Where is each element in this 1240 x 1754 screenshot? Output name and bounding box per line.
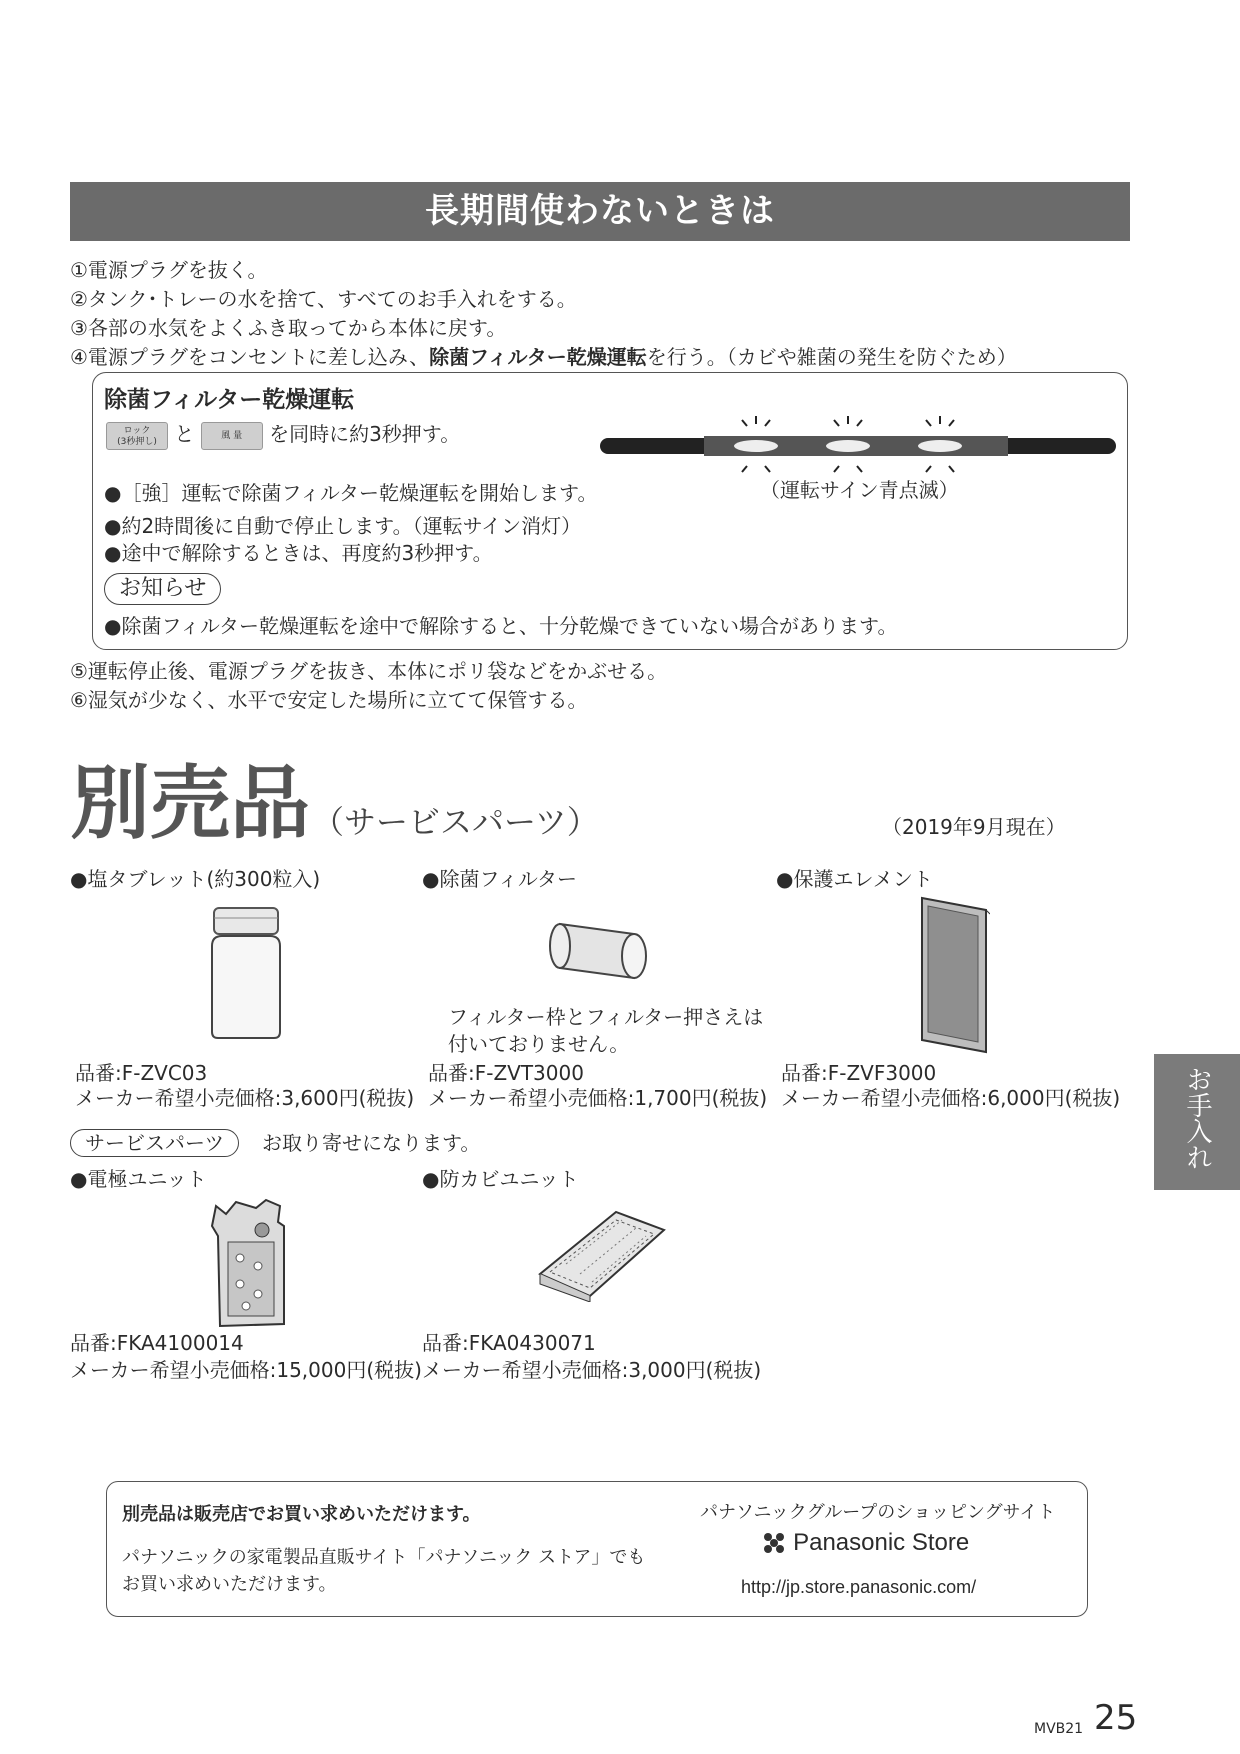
lock-key-label: ロック	[123, 425, 151, 436]
item-name-salt-tablet: ●塩タブレット(約300粒入)	[70, 867, 321, 891]
item-price-antimold: メーカー希望小売価格:3,000円(税抜)	[422, 1358, 762, 1382]
fan-speed-key-button	[201, 422, 263, 450]
item-name-antimold: ●防カビユニット	[422, 1167, 579, 1191]
step-1: ①電源プラグを抜く。	[70, 258, 268, 282]
step-4-pre: ④電源プラグをコンセントに差し込み、	[70, 345, 430, 369]
side-tab	[1154, 1054, 1240, 1190]
service-parts-label: サービスパーツ	[70, 1129, 239, 1157]
side-tab-label: お手入れ	[1182, 1066, 1212, 1170]
lock-key-sublabel: (3秒押し)	[117, 436, 157, 447]
item-name-filter: ●除菌フィルター	[422, 867, 578, 891]
filter-note-1: フィルター枠とフィルター押さえは	[448, 1005, 764, 1029]
item-price-filter: メーカー希望小売価格:1,700円(税抜)	[428, 1086, 768, 1110]
page-number: 25	[1094, 1698, 1138, 1738]
footer-line-3: お買い求めいただけます。	[122, 1574, 337, 1595]
operation-sign-illustration	[596, 414, 1120, 478]
store-url-link[interactable]: http://jp.store.panasonic.com/	[741, 1577, 977, 1597]
item-name-electrode: ●電極ユニット	[70, 1167, 207, 1191]
step-6: ⑥湿気が少なく、水平で安定した場所に立てて保管する。	[70, 688, 588, 712]
item-part-antimold: 品番:FKA0430071	[422, 1331, 596, 1355]
step-4-bold: 除菌フィルター乾燥運転	[429, 345, 647, 369]
key-instruction	[106, 420, 460, 450]
accessories-title: 別売品	[70, 757, 310, 850]
electrode-unit-image	[206, 1196, 292, 1332]
service-parts-text: お取り寄せになります。	[262, 1131, 481, 1155]
dry-bullet-3: ●途中で解除するときは、再度約3秒押す。	[104, 541, 493, 565]
item-name-element: ●保護エレメント	[776, 867, 933, 891]
step-5: ⑤運転停止後、電源プラグを抜き、本体にポリ袋などをかぶせる。	[70, 659, 668, 683]
anti-mold-unit-image	[536, 1206, 668, 1302]
footer-line-2: パナソニックの家電製品直販サイト「パナソニック ストア」でも	[122, 1547, 646, 1568]
protective-element-image	[920, 896, 990, 1056]
item-part-filter: 品番:F-ZVT3000	[428, 1061, 584, 1085]
item-part-salt-tablet: 品番:F-ZVC03	[75, 1061, 208, 1085]
item-price-element: メーカー希望小売価格:6,000円(税抜)	[781, 1086, 1121, 1110]
press-text: を同時に約3秒押す。	[269, 422, 461, 446]
model-code: MVB21	[1034, 1721, 1084, 1737]
fan-speed-key-label: 風 量	[221, 430, 243, 441]
shopping-site-label: パナソニックグループのショッピングサイト	[700, 1502, 1056, 1523]
store-name: Panasonic Store	[793, 1529, 970, 1556]
accessories-date: （2019年9月現在）	[882, 815, 1066, 839]
dry-box-title: 除菌フィルター乾燥運転	[104, 387, 355, 413]
step-4	[70, 343, 1017, 371]
section-title: 長期間使わないときは	[425, 191, 775, 231]
filter-image	[546, 918, 654, 986]
dry-bullet-2: ●約2時間後に自動で停止します。（運転サイン消灯）	[104, 514, 582, 538]
accessories-subtitle: （サービスパーツ）	[312, 803, 599, 841]
sign-caption: （運転サイン青点滅）	[760, 478, 959, 502]
notice-text: ●除菌フィルター乾燥運転を途中で解除すると、十分乾燥できていない場合があります。	[104, 614, 898, 638]
footer-line-1: 別売品は販売店でお買い求めいただけます。	[122, 1504, 481, 1525]
item-price-electrode: メーカー希望小売価格:15,000円(税抜)	[70, 1358, 422, 1382]
section-header-bar	[70, 182, 1130, 241]
salt-tablet-bottle-image	[208, 906, 284, 1040]
item-part-element: 品番:F-ZVF3000	[781, 1061, 937, 1085]
notice-label: お知らせ	[104, 573, 221, 605]
filter-note-2: 付いておりません。	[448, 1032, 630, 1056]
panasonic-store-logo	[760, 1528, 969, 1562]
step-2: ②タンク･トレーの水を捨て、すべてのお手入れをする。	[70, 287, 577, 311]
item-part-electrode: 品番:FKA4100014	[70, 1331, 244, 1355]
dry-bullet-1: ●［強］運転で除菌フィルター乾燥運転を開始します。	[104, 481, 598, 505]
and-text: と	[174, 422, 195, 446]
step-4-post: を行う。（カビや雑菌の発生を防ぐため）	[646, 345, 1017, 369]
store-logo-icon	[760, 1529, 788, 1557]
step-3: ③各部の水気をよくふき取ってから本体に戻す。	[70, 316, 507, 340]
lock-key-button	[106, 422, 168, 450]
item-price-salt-tablet: メーカー希望小売価格:3,600円(税抜)	[75, 1086, 415, 1110]
